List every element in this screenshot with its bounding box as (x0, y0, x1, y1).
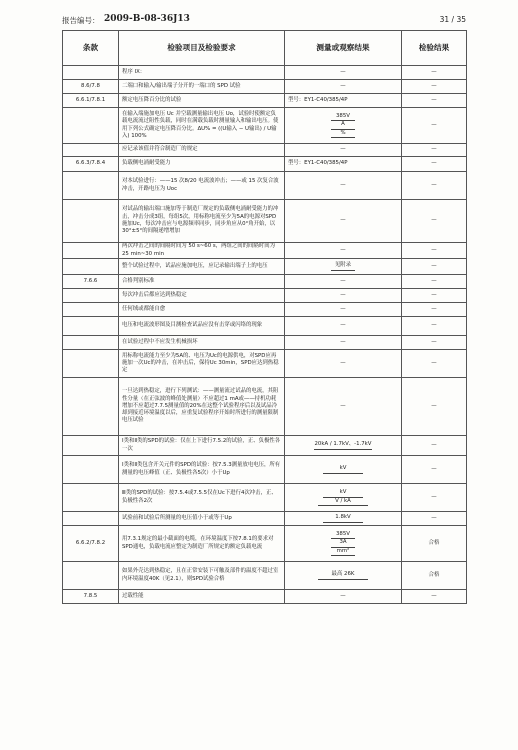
result-cell: — (402, 144, 467, 157)
item-cell: Ⅰ类和Ⅱ类包含开关元件的SPD的试验：按7.5.3测量放电电压，所有测量的电压峰值（正、负极性各5次）小于Up (119, 456, 285, 484)
item-cell: 额定电压降百分比的试验 (119, 94, 285, 108)
clause-cell: 7.8.5 (63, 590, 119, 604)
clause-cell: 6.6.3/7.8.4 (63, 157, 119, 172)
page-header (62, 14, 466, 28)
result-cell: — (402, 378, 467, 436)
measure-cell: — (285, 303, 402, 317)
table-row (63, 289, 467, 303)
result-cell: — (402, 94, 467, 108)
sparkover-voltage-value: kV (323, 465, 363, 473)
table-row (63, 590, 467, 604)
measure-cell: — (285, 172, 402, 200)
item-cell: 程序 IX： (119, 66, 285, 80)
measure-cell (285, 512, 402, 526)
item-cell: 合格判别标准 (119, 275, 285, 289)
table-row (63, 259, 467, 275)
input-voltage-value: 385V (331, 113, 355, 121)
table-row (63, 108, 467, 144)
limiting-voltage-value: 20kA / 1.7kV、-1.7kV (314, 441, 371, 449)
column-header-measure: 测量或观察结果 (285, 31, 402, 66)
appendix-ref: 见附录 (331, 262, 355, 270)
max-temperature-rise-value: 最高 26K (318, 571, 368, 579)
measure-cell: — (285, 80, 402, 94)
result-cell: — (402, 350, 467, 378)
result-cell: — (402, 436, 467, 456)
measure-cell: — (285, 289, 402, 303)
result-cell: — (402, 484, 467, 512)
result-cell: — (402, 275, 467, 289)
item-cell: 两次冲击之间的间隔时间为 50 s~60 s，两组之间的间隔时间为 25 min~30 min (119, 243, 285, 259)
item-cell: 一旦达到热稳定，进行下列测试：——测量流过试品的电流，其阻性分量（在正弦波的峰值处测量）不应超过1 mA或——持机功耗增加不应超过7.7.5测量值的20%在这整个试验程序后以及试品冷却到接近环境温度以后，应重复试验程序开始时所进行的测量限制电压试验 (119, 378, 285, 436)
clause-cell (63, 108, 119, 144)
class-iii-ratio-value: V / kA (318, 498, 368, 506)
table-row (63, 436, 467, 456)
item-cell: 对试品的输出端口施加等于制造厂规定的负载侧电涌耐受能力的冲击，冲击分成3组，每组5次，用标称电流至少为5A的电源对SPD施加Uc，每次冲击应与电源频率同步，同步角应从0°角开始，以30°±5°的间隔递增增加 (119, 200, 285, 243)
clause-cell (63, 172, 119, 200)
voltage-drop-value: % (331, 130, 355, 138)
measure-cell: — (285, 66, 402, 80)
item-cell: 负载侧电涌耐受能力 (119, 157, 285, 172)
table-header-row (63, 31, 467, 66)
clause-cell: 6.6.1/7.8.1 (63, 94, 119, 108)
measure-cell: — (285, 200, 402, 243)
result-cell: — (402, 172, 467, 200)
measure-cell (285, 259, 402, 275)
measure-cell: — (285, 378, 402, 436)
clause-cell (63, 200, 119, 243)
table-row (63, 94, 467, 108)
result-cell: — (402, 66, 467, 80)
measure-cell (285, 526, 402, 562)
report-number: 2009-B-08-36J13 (104, 14, 190, 24)
table-row (63, 80, 467, 94)
table-row (63, 484, 467, 512)
clause-cell (63, 512, 119, 526)
clause-cell (63, 66, 119, 80)
table-row (63, 336, 467, 350)
measure-cell (285, 456, 402, 484)
table-row (63, 157, 467, 172)
table-row (63, 200, 467, 243)
item-cell: 如果外壳达到热稳定，且在正常安装下可触及部件的温度不超过室内环境温度40K（见2.1），则SPD试验合格 (119, 562, 285, 590)
clause-cell: 7.6.6 (63, 275, 119, 289)
table-row (63, 243, 467, 259)
rated-current-value: 3A (331, 539, 355, 547)
inspection-table (62, 30, 467, 604)
result-cell: — (402, 259, 467, 275)
item-cell: 任何绒或都能自愈 (119, 303, 285, 317)
cable-section-value: mm² (331, 548, 355, 556)
clause-cell (63, 243, 119, 259)
clause-cell: 8.6/7.8 (63, 80, 119, 94)
clause-cell (63, 259, 119, 275)
measure-cell: — (285, 336, 402, 350)
item-cell: 用7.3.1规定的最小截面的电缆，在环境温度下按7.8.1的要求对SPD通电，负载电流应整定为制造厂所规定的额定负载电流 (119, 526, 285, 562)
result-cell: — (402, 200, 467, 243)
measure-cell: — (285, 144, 402, 157)
report-number-label: 报告编号： (62, 16, 100, 25)
item-cell: 每次冲击后都应达到热稳定 (119, 289, 285, 303)
item-cell: Ⅰ类和Ⅱ类的SPD的试验：仅在上下进行7.5.2的试验，正、负极性各一次 (119, 436, 285, 456)
table-row (63, 172, 467, 200)
item-cell: 用标称电流能力至少为5A的、电压为Uc的电源供电，对SPD应再施加一次Uc的冲击，在冲击后，保持Uc 30min，SPD应达到热稳定 (119, 350, 285, 378)
result-cell: — (402, 108, 467, 144)
result-cell: — (402, 456, 467, 484)
result-cell: — (402, 243, 467, 259)
table-row (63, 303, 467, 317)
measure-cell (285, 562, 402, 590)
column-header-clause: 条款 (63, 31, 119, 66)
result-cell: — (402, 157, 467, 172)
measure-cell: — (285, 275, 402, 289)
result-cell: — (402, 80, 467, 94)
item-cell: 试验前和试验后所测量的电压值小于或等于Up (119, 512, 285, 526)
result-cell: 合格 (402, 526, 467, 562)
result-cell: 合格 (402, 562, 467, 590)
measure-cell: 型号：EY1-C40/385/4P (285, 94, 402, 108)
result-cell: — (402, 590, 467, 604)
item-cell: Ⅲ类的SPD的试验：按7.5.4或7.5.5仅在Uc下进行4次冲击，正、负极性各2次 (119, 484, 285, 512)
clause-cell (63, 303, 119, 317)
item-cell: 在输入端施加电压 Uc 并空载测量输出电压 Uo，试验时使额定负载电流流过阻性负载，同时在满载负载时测量输入和输出电压。使用下列公式确定电压降百分比。ΔU% = ((U输入 − U输出) / U输入) 100% (119, 108, 285, 144)
column-header-result: 检验结果 (402, 31, 467, 66)
clause-cell (63, 350, 119, 378)
item-cell: 过载性能 (119, 590, 285, 604)
table-row (63, 562, 467, 590)
table-row (63, 378, 467, 436)
measure-cell: 型号：EY1-C40/385/4P (285, 157, 402, 172)
measure-cell: — (285, 243, 402, 259)
result-cell: — (402, 303, 467, 317)
clause-cell (63, 289, 119, 303)
clause-cell (63, 562, 119, 590)
clause-cell (63, 144, 119, 157)
class-iii-voltage-value: kV (323, 489, 363, 497)
measure-cell (285, 436, 402, 456)
item-cell: 应记录该值并符合制造厂的规定 (119, 144, 285, 157)
table-row (63, 144, 467, 157)
result-cell: — (402, 336, 467, 350)
table-row (63, 456, 467, 484)
item-cell: 在试验过程中不应发生机械损坏 (119, 336, 285, 350)
clause-cell (63, 436, 119, 456)
table-row (63, 66, 467, 80)
clause-cell (63, 336, 119, 350)
item-cell: 整个试验过程中，试品应施加电压，应记录输出端子上的电压 (119, 259, 285, 275)
measure-cell (285, 484, 402, 512)
table-row (63, 275, 467, 289)
clause-cell (63, 484, 119, 512)
clause-cell (63, 317, 119, 336)
item-cell: 电压和电流波形图及目测检查试品应没有击穿或闪络的现象 (119, 317, 285, 336)
item-cell: 二端口和输入/输出端子分开的一端口的 SPD 试验 (119, 80, 285, 94)
table-row (63, 526, 467, 562)
residual-voltage-value: 1.8kV (323, 514, 363, 522)
load-current-value: A (331, 121, 355, 129)
column-header-item: 检验项目及检验要求 (119, 31, 285, 66)
measure-cell: — (285, 350, 402, 378)
result-cell: — (402, 289, 467, 303)
rated-voltage-value: 385V (331, 531, 355, 539)
result-cell: — (402, 317, 467, 336)
measure-cell (285, 108, 402, 144)
result-cell: — (402, 512, 467, 526)
table-row (63, 317, 467, 336)
clause-cell (63, 456, 119, 484)
clause-cell (63, 378, 119, 436)
item-cell: 对本试验进行：——15 次8/20 电流波冲击；——或 15 次复合波冲击，开路电压为 Uoc (119, 172, 285, 200)
page-number: 31 / 35 (439, 15, 466, 24)
table-row (63, 350, 467, 378)
clause-cell: 6.6.2/7.8.2 (63, 526, 119, 562)
measure-cell: — (285, 590, 402, 604)
table-row (63, 512, 467, 526)
measure-cell: — (285, 317, 402, 336)
